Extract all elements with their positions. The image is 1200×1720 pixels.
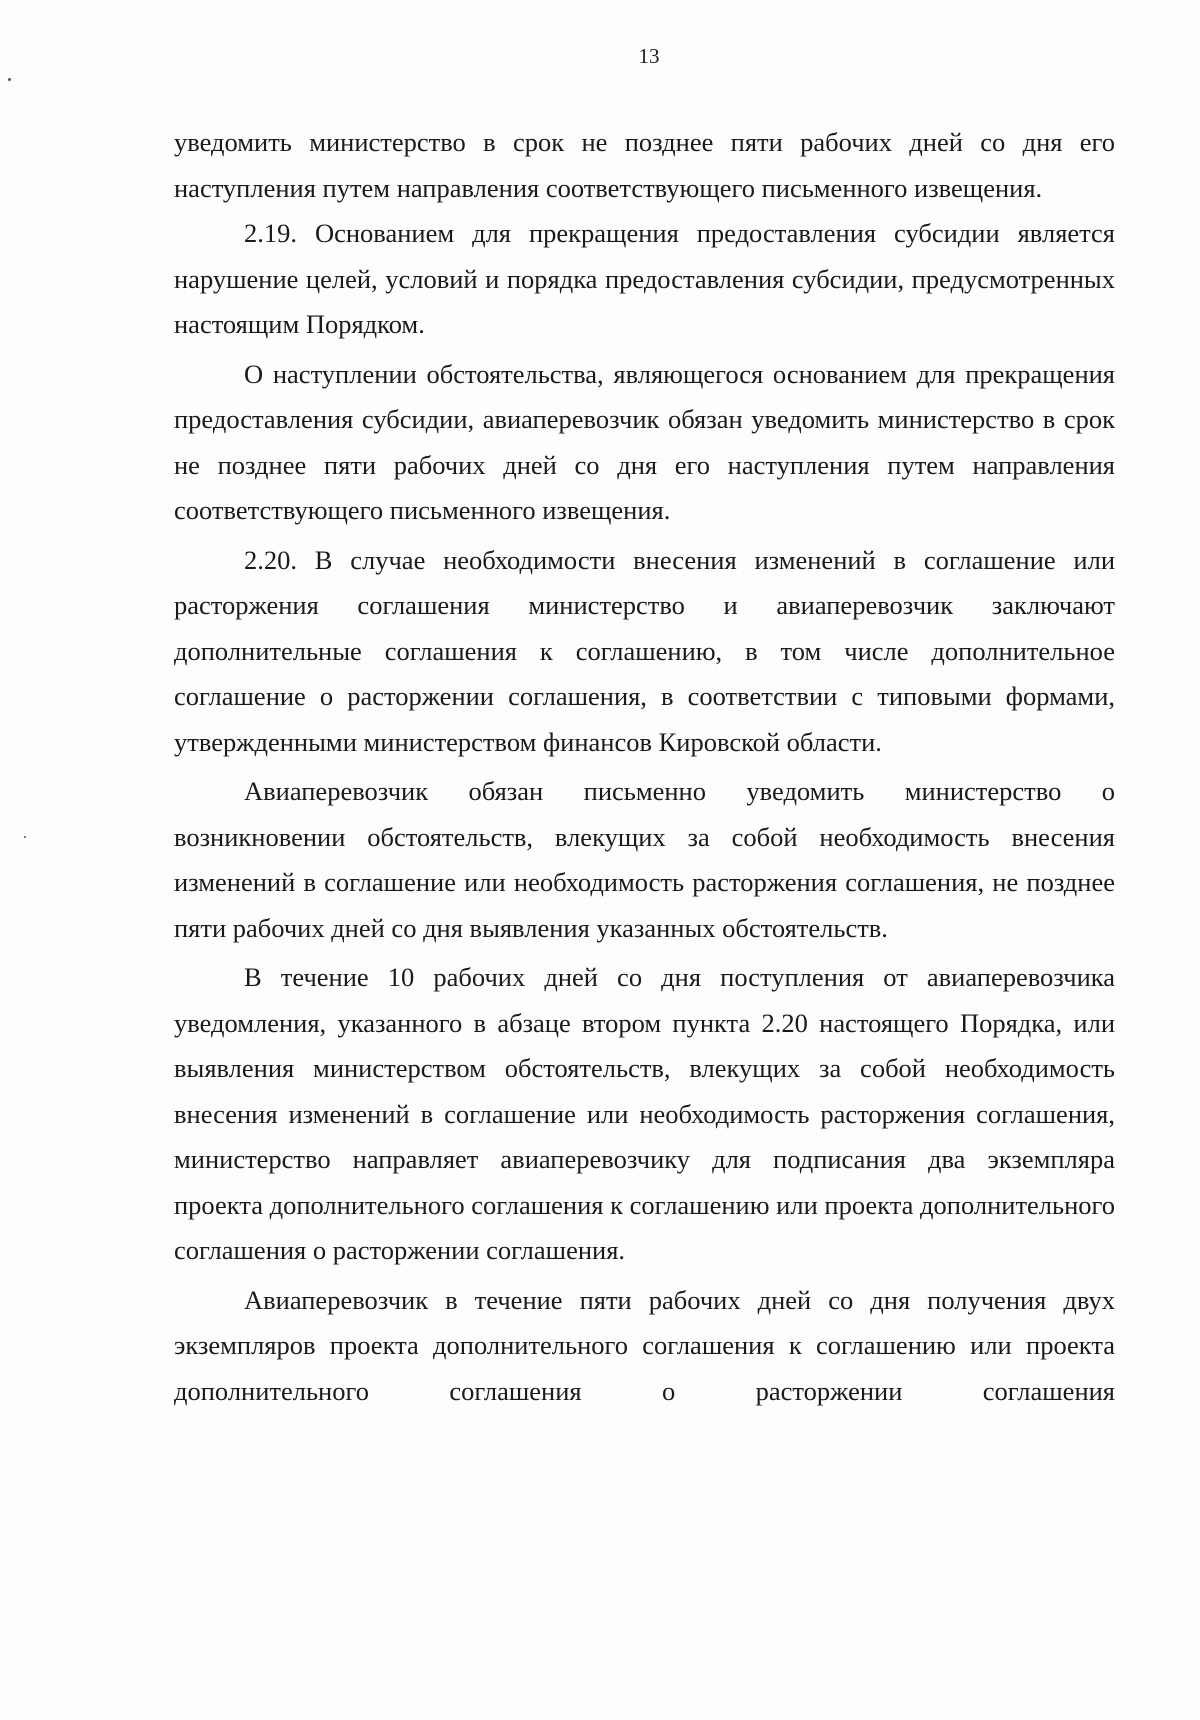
scan-speck — [8, 78, 11, 81]
document-body — [174, 120, 1115, 1414]
paragraph-ministry-procedure: В течение 10 рабочих дней со дня поступления от авиаперевозчика уведомления, указанного в абзаце втором пункта 2.20 настоящего Порядка, или выявления министерством обстоятельств, влекущих за собой необходимость внесения изменений в соглашение или необходимость расторжения соглашения, министерство направляет авиаперевозчику для подписания два экземпляра проекта дополнительного соглашения к соглашению или проекта дополнительного соглашения о расторжении соглашения. — [174, 962, 1115, 1265]
paragraph-continuation: уведомить министерство в срок не позднее пяти рабочих дней со дня его наступления путем направления соответствующего письменного извещения. — [174, 127, 1115, 203]
paragraph-carrier-signing: Авиаперевозчик в течение пяти рабочих дней со дня получения двух экземпляров проекта дополнительного соглашения к соглашению или проекта дополнительного соглашения о расторжении соглашения — [174, 1284, 1115, 1406]
page-number: 13 — [638, 44, 660, 68]
paragraph-2-20: 2.20. В случае необходимости внесения изменений в соглашение или расторжения соглашения министерство и авиаперевозчик заключают дополнительные соглашения к соглашению, в том числе дополнительное соглашение о расторжении соглашения, в соответствии с типовыми формами, утвержденными министерством финансов Кировской области. — [174, 544, 1115, 757]
scan-speck — [24, 836, 26, 838]
paragraph-carrier-obligation: Авиаперевозчик обязан письменно уведомить министерство о возникновении обстоятельств, влекущих за собой необходимость внесения изменений в соглашение или необходимость расторжения соглашения, не позднее пяти рабочих дней со дня выявления указанных обстоятельств. — [174, 776, 1115, 943]
paragraph-termination-notice: О наступлении обстоятельства, являющегося основанием для прекращения предоставления субсидии, авиаперевозчик обязан уведомить министерство в срок не позднее пяти рабочих дней со дня его наступления путем направления соответствующего письменного извещения. — [174, 358, 1115, 525]
paragraph-2-19: 2.19. Основанием для прекращения предоставления субсидии является нарушение целей, условий и порядка предоставления субсидии, предусмотренных настоящим Порядком. — [174, 218, 1115, 339]
